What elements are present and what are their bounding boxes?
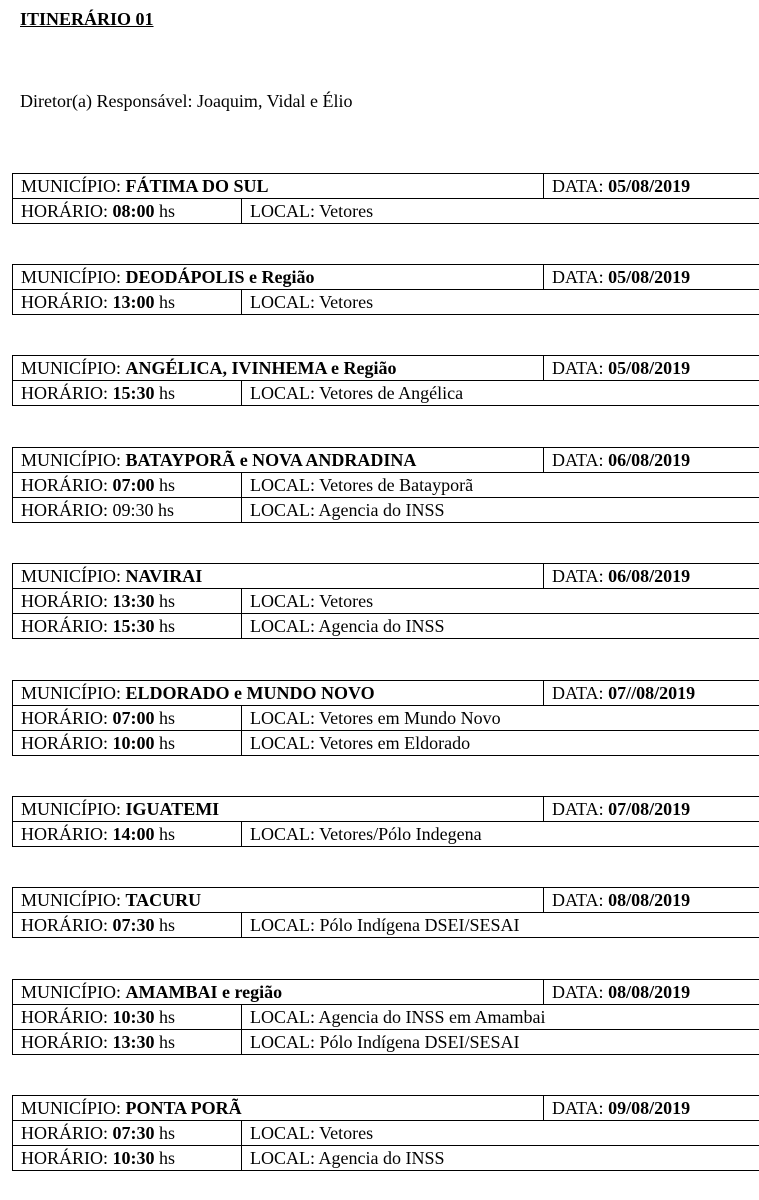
itinerary-table xyxy=(12,796,759,847)
horario-label: HORÁRIO: xyxy=(21,732,113,753)
data-value: 09/08/2019 xyxy=(608,1097,691,1118)
horario-label: HORÁRIO: xyxy=(21,1031,113,1052)
schedule-row xyxy=(13,1121,759,1146)
data-cell xyxy=(544,681,759,706)
municipio-label: MUNICÍPIO: xyxy=(21,449,126,470)
itinerary-table xyxy=(12,1095,759,1171)
local-label: LOCAL: xyxy=(250,914,320,935)
horario-cell xyxy=(13,199,242,224)
horario-value: 07:00 xyxy=(112,474,155,495)
horario-unit: hs xyxy=(154,1006,176,1027)
municipio-label: MUNICÍPIO: xyxy=(21,266,126,287)
horario-label: HORÁRIO: xyxy=(21,1006,113,1027)
horario-cell xyxy=(13,498,242,523)
municipio-label: MUNICÍPIO: xyxy=(21,981,126,1002)
horario-value: 09:30 xyxy=(112,499,154,520)
municipio-row xyxy=(13,265,759,290)
horario-unit: hs xyxy=(154,291,176,312)
municipio-cell xyxy=(13,888,544,913)
local-label: LOCAL: xyxy=(250,382,320,403)
itinerary-table xyxy=(12,563,759,639)
municipio-cell xyxy=(13,564,544,589)
local-value: Pólo Indígena DSEI/SESAI xyxy=(319,914,520,935)
data-label: DATA: xyxy=(552,175,609,196)
data-label: DATA: xyxy=(552,449,609,470)
municipio-value: TACURU xyxy=(125,889,202,910)
director-line: Diretor(a) Responsável: Joaquim, Vidal e Élio xyxy=(20,91,353,111)
local-cell xyxy=(242,1146,759,1171)
local-cell xyxy=(242,589,759,614)
municipio-cell xyxy=(13,356,544,381)
schedule-row xyxy=(13,1005,759,1030)
horario-label: HORÁRIO: xyxy=(21,615,113,636)
local-value: Vetores xyxy=(319,200,374,221)
local-label: LOCAL: xyxy=(250,474,320,495)
horario-unit: hs xyxy=(154,382,176,403)
horario-label: HORÁRIO: xyxy=(21,1147,113,1168)
local-value: Vetores/Pólo Indegena xyxy=(319,823,482,844)
horario-label: HORÁRIO: xyxy=(21,499,113,520)
horario-value: 15:30 xyxy=(112,615,155,636)
horario-value: 07:00 xyxy=(112,707,155,728)
local-value: Vetores de Batayporã xyxy=(319,474,474,495)
horario-unit: hs xyxy=(154,1122,176,1143)
horario-label: HORÁRIO: xyxy=(21,707,113,728)
data-value: 05/08/2019 xyxy=(608,175,691,196)
schedule-row xyxy=(13,199,759,224)
data-label: DATA: xyxy=(552,565,609,586)
horario-cell xyxy=(13,1030,242,1055)
local-cell xyxy=(242,706,759,731)
horario-value: 13:30 xyxy=(112,590,155,611)
municipio-label: MUNICÍPIO: xyxy=(21,175,126,196)
data-label: DATA: xyxy=(552,357,609,378)
municipio-row xyxy=(13,980,759,1005)
horario-cell xyxy=(13,822,242,847)
data-cell xyxy=(544,174,759,199)
data-cell xyxy=(544,1096,759,1121)
data-value: 08/08/2019 xyxy=(608,889,691,910)
data-cell xyxy=(544,356,759,381)
itinerary-table xyxy=(12,979,759,1055)
horario-value: 07:30 xyxy=(112,1122,155,1143)
horario-value: 13:00 xyxy=(112,291,155,312)
municipio-value: FÁTIMA DO SUL xyxy=(125,175,269,196)
itinerary-table xyxy=(12,264,759,315)
local-cell xyxy=(242,1121,759,1146)
schedule-row xyxy=(13,589,759,614)
local-label: LOCAL: xyxy=(250,499,319,520)
data-label: DATA: xyxy=(552,798,609,819)
data-cell xyxy=(544,980,759,1005)
horario-cell xyxy=(13,731,242,756)
local-cell xyxy=(242,913,759,938)
municipio-cell xyxy=(13,681,544,706)
municipio-value: NAVIRAI xyxy=(125,565,203,586)
horario-cell xyxy=(13,589,242,614)
local-label: LOCAL: xyxy=(250,707,320,728)
local-label: LOCAL: xyxy=(250,1031,320,1052)
municipio-value: ELDORADO e MUNDO NOVO xyxy=(125,682,375,703)
horario-value: 08:00 xyxy=(112,200,155,221)
local-value: Vetores em Mundo Novo xyxy=(319,707,501,728)
municipio-cell xyxy=(13,797,544,822)
horario-cell xyxy=(13,1005,242,1030)
data-label: DATA: xyxy=(552,981,609,1002)
local-label: LOCAL: xyxy=(250,823,320,844)
horario-unit: hs xyxy=(154,732,176,753)
horario-cell xyxy=(13,473,242,498)
horario-label: HORÁRIO: xyxy=(21,291,113,312)
local-label: LOCAL: xyxy=(250,1147,319,1168)
schedule-row xyxy=(13,614,759,639)
data-value: 07//08/2019 xyxy=(608,682,696,703)
local-cell xyxy=(242,199,759,224)
data-cell xyxy=(544,448,759,473)
data-cell xyxy=(544,564,759,589)
itinerary-table xyxy=(12,680,759,756)
data-cell xyxy=(544,797,759,822)
local-label: LOCAL: xyxy=(250,200,320,221)
municipio-row xyxy=(13,356,759,381)
municipio-value: IGUATEMI xyxy=(125,798,220,819)
local-cell xyxy=(242,290,759,315)
schedule-row xyxy=(13,731,759,756)
data-label: DATA: xyxy=(552,1097,609,1118)
data-cell xyxy=(544,888,759,913)
document-title: ITINERÁRIO 01 xyxy=(20,9,154,29)
municipio-value: BATAYPORÃ e NOVA ANDRADINA xyxy=(125,449,417,470)
itinerary-table xyxy=(12,355,759,406)
local-label: LOCAL: xyxy=(250,732,320,753)
schedule-row xyxy=(13,1146,759,1171)
schedule-row xyxy=(13,822,759,847)
horario-label: HORÁRIO: xyxy=(21,914,113,935)
horario-value: 13:30 xyxy=(112,1031,155,1052)
local-cell xyxy=(242,822,759,847)
horario-unit: hs xyxy=(154,615,176,636)
horario-value: 14:00 xyxy=(112,823,155,844)
horario-value: 10:00 xyxy=(112,732,155,753)
horario-label: HORÁRIO: xyxy=(21,200,113,221)
horario-unit: hs xyxy=(154,200,176,221)
local-cell xyxy=(242,381,759,406)
schedule-row xyxy=(13,498,759,523)
horario-label: HORÁRIO: xyxy=(21,590,113,611)
municipio-cell xyxy=(13,1096,544,1121)
horario-cell xyxy=(13,706,242,731)
municipio-value: ANGÉLICA, IVINHEMA e Região xyxy=(125,357,397,378)
local-cell xyxy=(242,473,759,498)
schedule-row xyxy=(13,473,759,498)
itinerary-table xyxy=(12,887,759,938)
municipio-value: DEODÁPOLIS e Região xyxy=(125,266,315,287)
data-value: 06/08/2019 xyxy=(608,449,691,470)
municipio-value: PONTA PORÃ xyxy=(125,1097,242,1118)
local-value: Agencia do INSS xyxy=(318,1147,445,1168)
data-value: 08/08/2019 xyxy=(608,981,691,1002)
horario-label: HORÁRIO: xyxy=(21,382,113,403)
horario-label: HORÁRIO: xyxy=(21,823,113,844)
data-value: 06/08/2019 xyxy=(608,565,691,586)
municipio-cell xyxy=(13,174,544,199)
municipio-label: MUNICÍPIO: xyxy=(21,889,126,910)
municipio-label: MUNICÍPIO: xyxy=(21,798,126,819)
municipio-row xyxy=(13,888,759,913)
horario-cell xyxy=(13,1121,242,1146)
municipio-cell xyxy=(13,265,544,290)
schedule-row xyxy=(13,913,759,938)
schedule-row xyxy=(13,381,759,406)
municipio-row xyxy=(13,681,759,706)
local-cell xyxy=(242,498,759,523)
horario-unit: hs xyxy=(154,707,176,728)
horario-unit: hs xyxy=(154,914,176,935)
data-value: 05/08/2019 xyxy=(608,266,691,287)
municipio-value: AMAMBAI e região xyxy=(125,981,283,1002)
municipio-label: MUNICÍPIO: xyxy=(21,1097,126,1118)
municipio-row xyxy=(13,174,759,199)
horario-label: HORÁRIO: xyxy=(21,1122,113,1143)
itinerary-table xyxy=(12,173,759,224)
horario-unit: hs xyxy=(154,823,176,844)
municipio-label: MUNICÍPIO: xyxy=(21,357,126,378)
horario-cell xyxy=(13,913,242,938)
horario-value: 07:30 xyxy=(112,914,155,935)
local-label: LOCAL: xyxy=(250,1122,320,1143)
data-value: 05/08/2019 xyxy=(608,357,691,378)
municipio-row xyxy=(13,564,759,589)
local-label: LOCAL: xyxy=(250,590,320,611)
local-value: Agencia do INSS xyxy=(318,615,445,636)
local-value: Agencia do INSS xyxy=(318,499,445,520)
municipio-row xyxy=(13,448,759,473)
schedule-row xyxy=(13,1030,759,1055)
horario-value: 10:30 xyxy=(112,1006,155,1027)
data-label: DATA: xyxy=(552,889,609,910)
local-value: Vetores xyxy=(319,590,374,611)
horario-cell xyxy=(13,381,242,406)
municipio-cell xyxy=(13,448,544,473)
data-cell xyxy=(544,265,759,290)
horario-label: HORÁRIO: xyxy=(21,474,113,495)
local-value: Vetores de Angélica xyxy=(319,382,464,403)
municipio-label: MUNICÍPIO: xyxy=(21,682,126,703)
itinerary-table xyxy=(12,447,759,523)
horario-unit: hs xyxy=(154,590,176,611)
municipio-label: MUNICÍPIO: xyxy=(21,565,126,586)
local-value: Vetores xyxy=(319,1122,374,1143)
data-value: 07/08/2019 xyxy=(608,798,691,819)
horario-cell xyxy=(13,1146,242,1171)
local-label: LOCAL: xyxy=(250,615,319,636)
municipio-row xyxy=(13,1096,759,1121)
horario-cell xyxy=(13,614,242,639)
local-value: Vetores em Eldorado xyxy=(319,732,471,753)
local-cell xyxy=(242,731,759,756)
local-value: Pólo Indígena DSEI/SESAI xyxy=(319,1031,520,1052)
local-cell xyxy=(242,1030,759,1055)
schedule-row xyxy=(13,706,759,731)
schedule-row xyxy=(13,290,759,315)
horario-cell xyxy=(13,290,242,315)
local-cell xyxy=(242,614,759,639)
local-label: LOCAL: xyxy=(250,291,320,312)
local-cell xyxy=(242,1005,759,1030)
local-label: LOCAL: xyxy=(250,1006,319,1027)
horario-unit: hs xyxy=(154,1147,176,1168)
horario-unit: hs xyxy=(154,1031,176,1052)
municipio-cell xyxy=(13,980,544,1005)
horario-unit: hs xyxy=(153,499,175,520)
horario-value: 10:30 xyxy=(112,1147,155,1168)
local-value: Agencia do INSS em Amambai xyxy=(318,1006,546,1027)
data-label: DATA: xyxy=(552,682,609,703)
horario-unit: hs xyxy=(154,474,176,495)
data-label: DATA: xyxy=(552,266,609,287)
municipio-row xyxy=(13,797,759,822)
local-value: Vetores xyxy=(319,291,374,312)
horario-value: 15:30 xyxy=(112,382,155,403)
